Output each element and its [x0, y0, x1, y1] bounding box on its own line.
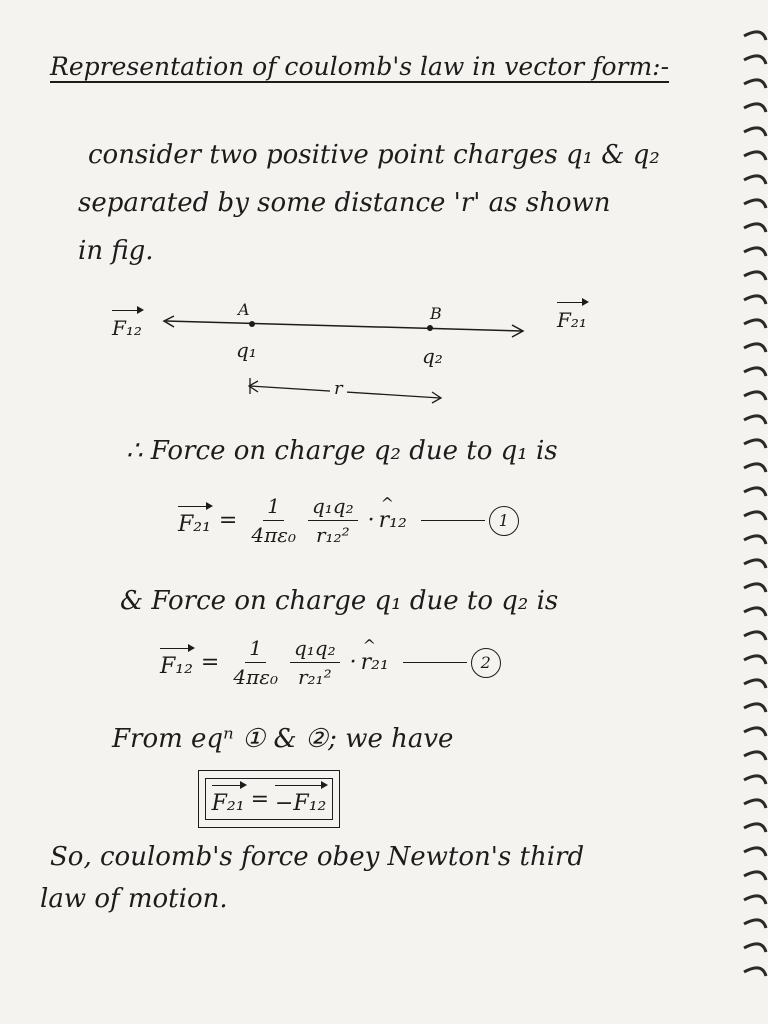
equation-2: F₁₂ = $\frac{1}{\text{4πε₀}}$ $\frac{\text{q₁q₂}}{\text{r₂₁²}}$ · ^ r₂₁ 2 — [160, 636, 501, 689]
eq1-charges-den: r₁₂² — [315, 523, 350, 547]
eq2-ref-number: 2 — [471, 648, 501, 678]
eq1-charges-num: q₁q₂ — [308, 494, 358, 521]
eq1-constant — [251, 494, 296, 547]
eq2-constant — [233, 636, 278, 689]
from-equations-line: From eqⁿ ① & ②; we have — [112, 724, 454, 754]
page-heading: Representation of coulomb's law in vector form:- — [50, 52, 670, 81]
conclusion-line-1: So, coulomb's force obey Newton's third — [50, 842, 585, 872]
distance-label: r — [330, 378, 347, 399]
force-21-intro: ∴ Force on charge q₂ due to q₁ is — [126, 436, 558, 466]
force-12-label: F₁₂ — [112, 308, 142, 340]
charge-a-label: q₁ — [236, 338, 257, 362]
eq2-constant-den: 4πε₀ — [233, 665, 278, 689]
eq2-lhs: F₁₂ — [160, 646, 193, 679]
charge-b-label: q₂ — [422, 344, 443, 368]
eq1-constant-den: 4πε₀ — [251, 523, 296, 547]
point-a-label: A — [238, 300, 250, 319]
eq1-constant-num: 1 — [263, 494, 284, 521]
result-box: F₂₁ = −F₁₂ — [205, 778, 333, 820]
intro-line-3: in fig. — [78, 236, 154, 266]
result-lhs: F₂₁ — [212, 783, 245, 816]
intro-line-2: separated by some distance 'r' as shown — [78, 188, 611, 218]
eq2-constant-num: 1 — [245, 636, 266, 663]
result-rhs: −F₁₂ — [275, 783, 326, 816]
intro-line-1: consider two positive point charges q₁ & q₂ — [88, 140, 660, 170]
eq1-charges — [308, 494, 358, 547]
eq2-unit-vector: ^ r₂₁ — [361, 650, 389, 675]
eq2-charges-den: r₂₁² — [297, 665, 332, 689]
eq2-charges — [290, 636, 340, 689]
eq1-lhs: F₂₁ — [178, 504, 211, 537]
eq2-ref — [403, 648, 501, 678]
eq1-ref — [421, 506, 519, 536]
eq1-unit-vector: ^ r₁₂ — [379, 508, 407, 533]
force-12-intro: & Force on charge q₁ due to q₂ is — [120, 586, 559, 616]
eq2-charges-num: q₁q₂ — [290, 636, 340, 663]
eq1-ref-number: 1 — [489, 506, 519, 536]
conclusion-line-2: law of motion. — [40, 884, 228, 914]
equation-1: F₂₁ = $\frac{1}{\text{4πε₀}}$ $\frac{\text{q₁q₂}}{\text{r₁₂²}}$ · ^ r₁₂ 1 — [178, 494, 519, 547]
force-21-label: F₂₁ — [557, 300, 587, 332]
point-b-label: B — [430, 304, 442, 323]
